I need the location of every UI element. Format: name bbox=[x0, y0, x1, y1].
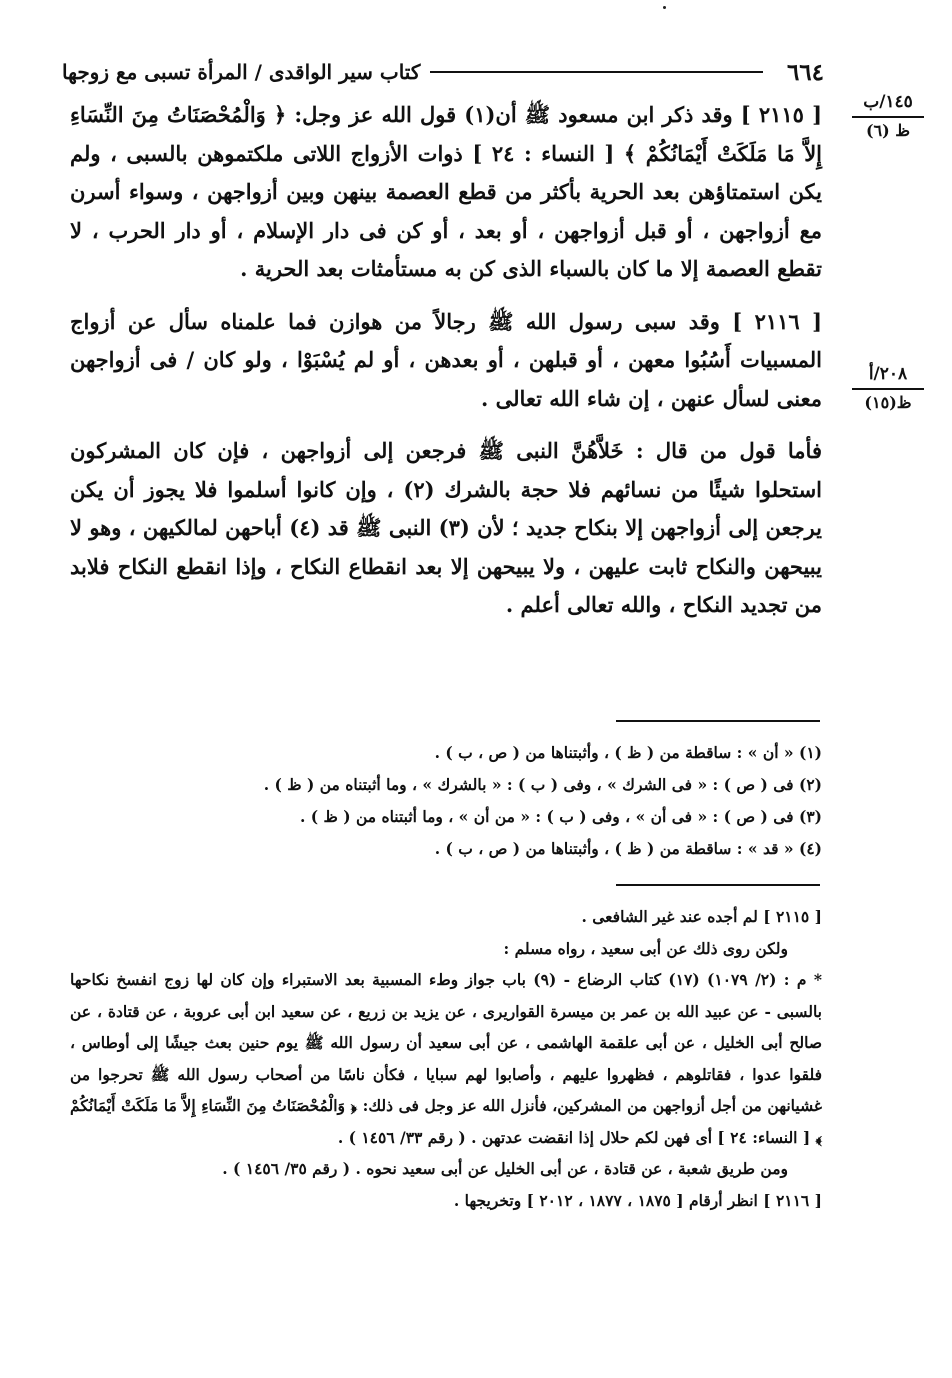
takhrij-2115-body: * م : (٢/ ١٠٧٩) (١٧) كتاب الرضاع - (٩) باب جواز وطء المسبية بعد الاستبراء وإن كان لها زوج انفسخ نكاحها بالسبى - عن عبيد الله بن عمر بن ميسرة القواريرى ، عن يزيد بن زريع ، عن سعيد ابن أبى عروبة ، عن قتادة ، عن صالح أبى الخليل ، عن أبى علقمة الهاشمى ، عن أبى سعيد أن رسول الله ﷺ يوم حنين بعث جيشًا إلى أوطاس ، فلقوا عدوا ، فقاتلوهم ، فظهروا عليهم ، وأصابوا لهم سبايا ، فكأن ناسًا من أصحاب رسول الله ﷺ تحرجوا من غشيانهن من أجل أزواجهن من المشركين، فأنزل الله عز وجل فى ذلك: ﴿ وَالْمُحْصَنَاتُ مِنَ النِّسَاءِ إِلاَّ مَا مَلَكَتْ أَيْمَانُكُمْ ﴾ [ النساء: ٢٤ ] أى فهن لكم حلال إذا انقضت عدتهن . ( رقم ٣٣/ ١٤٥٦ ) . bbox=[70, 970, 822, 1147]
paragraph-commentary: فأما قول من قال : خَلاَّهُنَّ النبى ﷺ فرجعن إلى أزواجهن ، فإن كان المشركون استحلوا شيئًا من نسائهم فلا حجة بالشرك (٢) ، وإن كانوا أسلموا فلا يجوز أن يكن يرجعن إلى أزواجهن إلا بنكاح جديد ؛ لأن (٣) النبى ﷺ قد (٤) أباحهن لمالكيهن ، وهو لا يبيحهن والنكاح ثابت عليهن ، ولا يبيحهن إلا بعد انقطاع النكاح ، وإذا انقطع النكاح فلابد من تجديد النكاح ، والله تعالى أعلم . bbox=[70, 438, 822, 617]
running-header bbox=[62, 52, 824, 92]
margin-ref-manuscript: ظ (٦) bbox=[865, 121, 911, 141]
takhrij-2115-intro: ولكن روى ذلك عن أبى سعيد ، رواه مسلم : bbox=[503, 938, 788, 958]
margin-ref-manuscript: ظ(١٥) bbox=[864, 393, 912, 413]
takhrij-2115-tail: ومن طريق شعبة ، عن قتادة ، عن أبى الخليل عن أبى سعيد نحوه . ( رقم ٣٥/ ١٤٥٦ ) . bbox=[222, 1159, 788, 1178]
apparatus-footnotes bbox=[100, 737, 822, 865]
margin-reference bbox=[852, 92, 924, 141]
takhrij-rule bbox=[616, 884, 820, 886]
main-text bbox=[70, 96, 822, 639]
margin-ref-folio: ٢٠٨/أ bbox=[852, 364, 924, 390]
paragraph-2116: [ ٢١١٦ ] وقد سبى رسول الله ﷺ رجالاً من هوازن فما علمناه سأل عن أزواج المسبيات أَسُبُوا معهن ، أو قبلهن ، أو بعدهن ، أو لم يُسْبَوْا ، ولو كان / فى أزواجهن معنى لسأل عنهن ، إن شاء الله تعالى . bbox=[70, 308, 823, 411]
footnote-rule bbox=[616, 720, 820, 722]
footnote: (٤) « قد » : ساقطة من ( ظ ) ، وأثبتناها من ( ص ، ب ) . bbox=[434, 839, 822, 858]
footnote: (١) « أن » : ساقطة من ( ظ ) ، وأثبتناها من ( ص ، ب ) . bbox=[434, 743, 822, 762]
footnote: (٢) فى ( ص ) : « فى الشرك » ، وفى ( ب ) : « بالشرك » ، وما أثبتناه من ( ظ ) . bbox=[263, 775, 822, 794]
footnote: (٣) فى ( ص ) : « فى أن » ، وفى ( ب ) : « من أن » ، وما أثبتناه من ( ظ ) . bbox=[299, 807, 822, 826]
header-rule bbox=[430, 71, 763, 73]
scan-speck bbox=[663, 6, 666, 9]
page-number: ٦٦٤ bbox=[786, 58, 824, 86]
takhrij-2115-head: [ ٢١١٥ ] لم أجده عند غير الشافعى . bbox=[581, 907, 822, 926]
paragraph-2115: [ ٢١١٥ ] وقد ذكر ابن مسعود ﷺ أن(١) قول الله عز وجل: ﴿ وَالْمُحْصَنَاتُ مِنَ النِّسَاءِ إِلاَّ مَا مَلَكَتْ أَيْمَانُكُمْ ﴾ [ النساء : ٢٤ ] ذوات الأزواج اللاتى ملكتموهن بالسبى ، ولم يكن استمتاؤهن بعد الحرية بأكثر من قطع العصمة بينهن وبين أزواجهن ، وسواء أسرن مع أزواجهن ، أو قبل أزواجهن ، أو بعد ، أو كن فى دار الإسلام ، أو دار الحرب ، لا تقطع العصمة إلا ما كان بالسباء الذى كن به مستأمثات بعد الحرية . bbox=[70, 102, 823, 281]
takhrij-notes bbox=[70, 901, 822, 1216]
margin-ref-folio: ١٤٥/ب bbox=[852, 92, 924, 118]
running-title: كتاب سير الواقدى / المرأة تسبى مع زوجها bbox=[62, 60, 421, 84]
takhrij-2116: [ ٢١١٦ ] انظر أرقام [ ١٨٧٥ ، ١٨٧٧ ، ٢٠١٢ ] وتخريجها . bbox=[453, 1190, 822, 1210]
margin-reference bbox=[852, 364, 924, 413]
